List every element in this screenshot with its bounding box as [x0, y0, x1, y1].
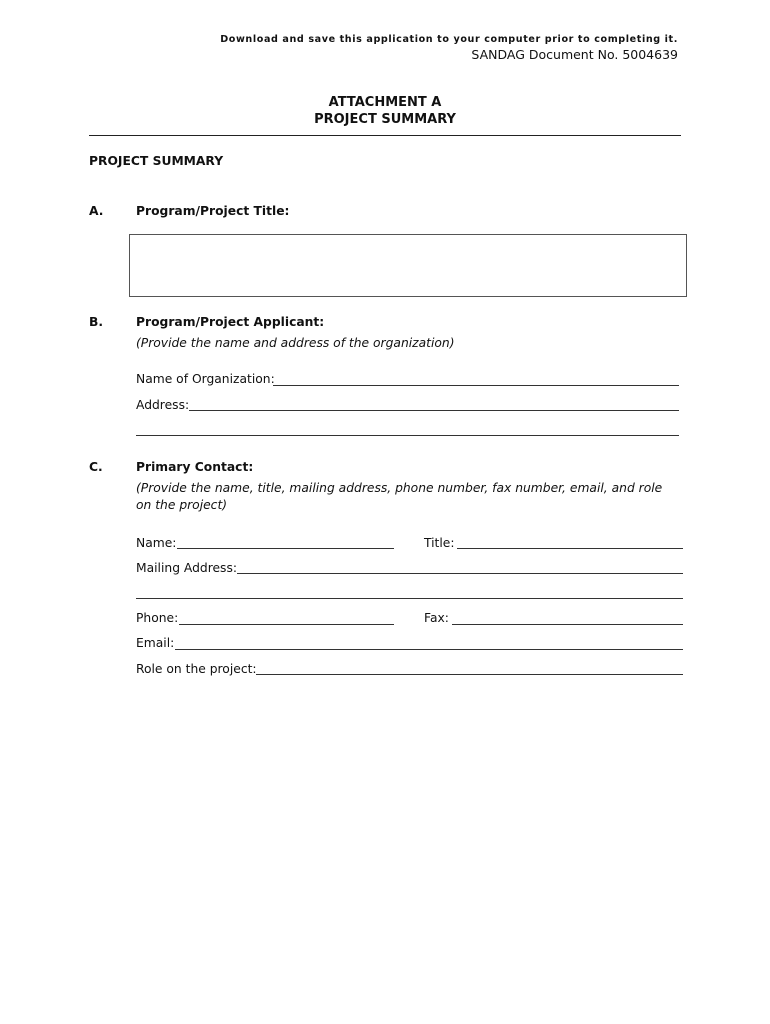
- email-field[interactable]: [175, 649, 683, 650]
- address-field-line-2[interactable]: [136, 435, 679, 436]
- title-field[interactable]: [457, 548, 683, 549]
- mailing-address-label: Mailing Address:: [136, 561, 238, 575]
- phone-field[interactable]: [179, 624, 394, 625]
- role-label: Role on the project:: [136, 662, 257, 676]
- fax-label: Fax:: [424, 611, 449, 625]
- phone-label: Phone:: [136, 611, 179, 625]
- organization-label: Name of Organization:: [136, 372, 275, 386]
- section-heading: PROJECT SUMMARY: [89, 154, 224, 168]
- contact-instruction-line-2: on the project): [136, 498, 228, 512]
- name-label: Name:: [136, 536, 177, 550]
- section-a-letter: A.: [89, 204, 104, 218]
- contact-instruction-line-1: (Provide the name, title, mailing address, phone number, fax number, email, and role: [136, 481, 663, 495]
- email-label: Email:: [136, 636, 175, 650]
- section-b-letter: B.: [89, 315, 104, 329]
- mailing-address-field[interactable]: [237, 573, 683, 574]
- summary-title: PROJECT SUMMARY: [314, 112, 456, 127]
- applicant-instruction: (Provide the name and address of the organization): [136, 336, 455, 350]
- title-label: Title:: [424, 536, 455, 550]
- address-field[interactable]: [189, 410, 679, 411]
- attachment-title: ATTACHMENT A: [328, 95, 442, 110]
- name-field[interactable]: [177, 548, 394, 549]
- document-number: SANDAG Document No. 5004639: [471, 47, 678, 62]
- organization-field[interactable]: [273, 385, 679, 386]
- download-notice: Download and save this application to your computer prior to completing it.: [220, 34, 678, 45]
- project-title-label: Program/Project Title:: [136, 204, 290, 218]
- title-divider: [89, 135, 681, 136]
- role-field[interactable]: [256, 674, 683, 675]
- project-title-field[interactable]: [129, 234, 687, 297]
- address-label: Address:: [136, 398, 190, 412]
- fax-field[interactable]: [452, 624, 683, 625]
- applicant-label: Program/Project Applicant:: [136, 315, 325, 329]
- primary-contact-label: Primary Contact:: [136, 460, 254, 474]
- mailing-address-field-line-2[interactable]: [136, 598, 683, 599]
- section-c-letter: C.: [89, 460, 103, 474]
